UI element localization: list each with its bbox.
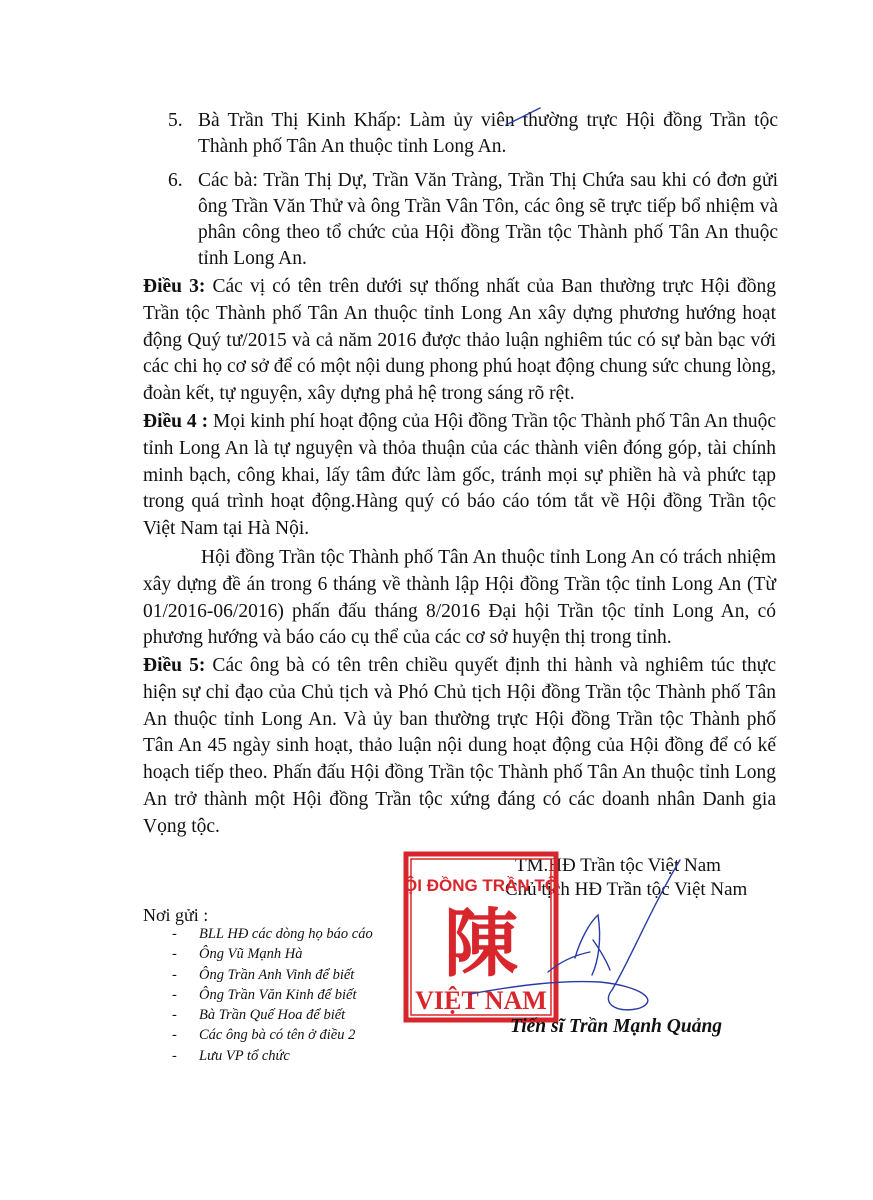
stamp-bottom-text: VIỆT NAM: [415, 986, 547, 1015]
dash: -: [172, 986, 177, 1003]
dash: -: [172, 1007, 177, 1024]
recipient-text: Các ông bà có tên ở điều 2: [199, 1027, 356, 1044]
stamp-character: 陳: [444, 901, 518, 987]
recipients-list: [172, 924, 373, 1066]
recipient-text: BLL HĐ các dòng họ báo cáo: [199, 926, 373, 942]
dash: -: [172, 946, 177, 963]
recipient-text: Ông Trần Anh Vinh để biết: [199, 966, 355, 983]
signer-name: Tiến sĩ Trần Mạnh Quảng: [510, 1016, 723, 1037]
list-item: [172, 1046, 373, 1066]
recipients-title: Nơi gửi :: [143, 905, 209, 925]
item-text: Các bà: Trần Thị Dự, Trần Văn Tràng, Trần Thị Chứa sau khi có đơn gửi ông Trần Văn Thử và ông Trần Vân Tôn, các ông sẽ trực tiếp bổ nhiệm và phân công theo tổ chức của Hội đồng Trần tộc Thành phố Tân An thuộc tỉnh Long An.: [198, 170, 778, 269]
recipient-text: Ông Vũ Mạnh Hà: [199, 946, 303, 963]
item-number: 5.: [168, 110, 183, 131]
article-text: Mọi kinh phí hoạt động của Hội đồng Trần tộc Thành phố Tân An thuộc tỉnh Long An là tự nguyện và thỏa thuận của các thành viên đóng góp, tài chính minh bạch, công khai, lấy tâm đức làm gốc, tránh mọi sự phiền hà và phức tạp trong quá trình hoạt động.Hàng quý có báo cáo tóm tắt về Hội đồng Trần tộc Việt Nam tại Hà Nội.: [143, 411, 776, 540]
item-number: 6.: [168, 170, 183, 191]
list-item: [172, 1005, 373, 1025]
list-item: [172, 944, 373, 964]
dash: -: [172, 1027, 177, 1044]
paragraph-text: Hội đồng Trần tộc Thành phố Tân An thuộc tỉnh Long An có trách nhiệm xây dựng đề án trong 6 tháng về thành lập Hội đồng Trần tộc tỉnh Long An (Từ 01/2016-06/2016) phấn đấu tháng 8/2016 Đại hội Trần tộc tỉnh Long An, có phương hướng và báo cáo cụ thể của các cơ sở huyện thị trong tỉnh.: [143, 547, 776, 649]
list-item: [172, 985, 373, 1005]
dash: -: [172, 926, 177, 942]
signature-title-2: Chủ tịch HĐ Trần tộc Việt Nam: [505, 879, 748, 900]
article-label: Điều 3:: [143, 276, 206, 297]
recipient-text: Lưu VP tổ chức: [199, 1047, 290, 1064]
signature-title-1: TM.HĐ Trần tộc Việt Nam: [515, 855, 721, 876]
list-item: [172, 924, 373, 944]
list-item: [172, 1025, 373, 1045]
dash: -: [172, 966, 177, 983]
article-text: Các vị có tên trên dưới sự thống nhất của Ban thường trực Hội đồng Trần tộc Thành phố Tân An thuộc tỉnh Long An xây dựng phương hướng hoạt động Quý tư/2015 và cả năm 2016 được thảo luận nghiêm túc có sự bàn bạc với các chi họ cơ sở để có một nội dung phong phú hoạt động chung sức chung lòng, đoàn kết, tự nguyện, xây dựng phả hệ trong sáng rõ rệt.: [143, 276, 776, 405]
item-text: Bà Trần Thị Kinh Khấp: Làm ủy viên thường trực Hội đồng Trần tộc Thành phố Tân An thuộc tỉnh Long An.: [198, 110, 778, 157]
dash: -: [172, 1047, 177, 1064]
recipient-text: Ông Trần Văn Kinh để biết: [199, 986, 357, 1003]
recipient-text: Bà Trần Quế Hoa để biết: [199, 1007, 346, 1024]
article-label: Điều 5:: [143, 655, 206, 676]
list-item: [172, 965, 373, 985]
article-label: Điều 4 :: [143, 411, 209, 432]
stamp-top-text: ỘI ĐỒNG TRẦN TỘ: [404, 876, 558, 895]
article-text: Các ông bà có tên trên chiều quyết định thi hành và nghiêm túc thực hiện sự chỉ đạo của Chủ tịch và Phó Chủ tịch Hội đồng Trần tộc Thành phố Tân An thuộc tỉnh Long An. Và ủy ban thường trực Hội đồng Trần tộc Thành phố Tân An 45 ngày sinh hoạt, thảo luận nội dung hoạt động của Hội đồng để có kế hoạch tiếp theo. Phấn đấu Hội đồng Trần tộc Thành phố Tân An thuộc tỉnh Long An trở thành một Hội đồng Trần tộc xứng đáng có các doanh nhân Danh gia Vọng tộc.: [143, 655, 776, 837]
